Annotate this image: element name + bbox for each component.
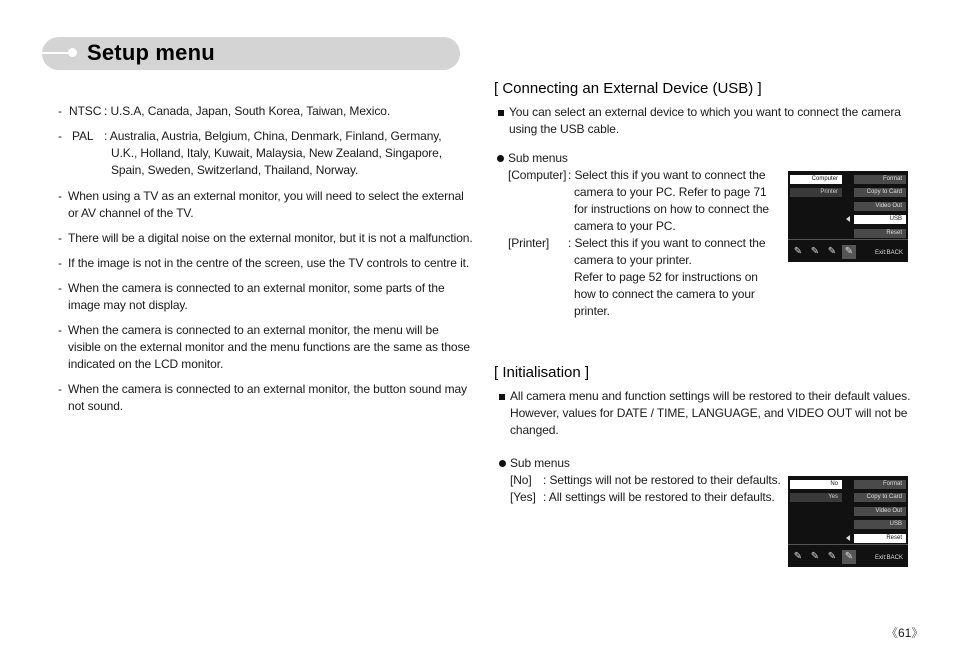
camera-screen-usb	[788, 171, 908, 262]
camera-screen-reset	[788, 476, 908, 567]
printer-line: how to connect the camera to your	[574, 287, 755, 301]
yes-text: : All settings will be restored to their defaults.	[543, 490, 775, 504]
square-bullet	[498, 110, 504, 116]
dash: -	[58, 382, 62, 396]
round-bullet	[497, 155, 504, 162]
dash: -	[58, 323, 62, 337]
left-arrow-icon	[846, 535, 850, 541]
note-line: or AV channel of the TV.	[68, 206, 194, 220]
menu-item-printer: Printer	[790, 188, 842, 197]
note-line: When the camera is connected to an external monitor, the menu will be	[68, 323, 439, 337]
square-bullet	[499, 394, 505, 400]
menu-item-computer: Computer	[790, 175, 842, 184]
round-bullet	[499, 460, 506, 467]
note-line: There will be a digital noise on the external monitor, but it is not a malfunction.	[68, 231, 473, 245]
usb-title: [ Connecting an External Device (USB) ]	[494, 80, 762, 97]
init-intro-line: All camera menu and function settings will be restored to their default values.	[510, 389, 911, 403]
note-line: visible on the external monitor and the menu functions are the same as those	[68, 340, 470, 354]
sub-menus-label: Sub menus	[510, 456, 570, 470]
printer-line: camera to your printer.	[574, 253, 692, 267]
note-line: If the image is not in the centre of the screen, use the TV controls to centre it.	[68, 256, 470, 270]
note-line: indicated on the LCD monitor.	[68, 357, 224, 371]
pal-line: Spain, Sweden, Switzerland, Thailand, Norway.	[111, 163, 359, 177]
ntsc-label: NTSC	[69, 104, 102, 118]
menu-item-format: Format	[854, 175, 906, 184]
page-number: 《61》	[886, 626, 924, 640]
printer-label: [Printer]	[508, 236, 550, 250]
init-intro-line: However, values for DATE / TIME, LANGUAGE, and VIDEO OUT will not be	[510, 406, 908, 420]
printer-line: Refer to page 52 for instructions on	[574, 270, 758, 284]
sub-menus-label: Sub menus	[508, 151, 568, 165]
note-line: not sound.	[68, 399, 124, 413]
yes-label: [Yes]	[510, 490, 536, 504]
menu-item-reset: Reset	[854, 229, 906, 238]
computer-label: [Computer]	[508, 168, 567, 182]
menu-item-video-out: Video Out	[854, 507, 906, 516]
note-line: When using a TV as an external monitor, you will need to select the external	[68, 189, 464, 203]
dash: -	[58, 256, 62, 270]
tool-3-icon: ✎	[827, 551, 837, 562]
no-text: : Settings will not be restored to their defaults.	[543, 473, 781, 487]
menu-item-reset: Reset	[854, 534, 906, 543]
tool-2-icon: ✎	[810, 246, 820, 257]
computer-line: for instructions on how to connect the	[574, 202, 769, 216]
menu-item-usb: USB	[854, 215, 906, 224]
computer-line: camera to your PC.	[574, 219, 676, 233]
pal-line: : Australia, Austria, Belgium, China, Denmark, Finland, Germany,	[104, 129, 442, 143]
menu-item-copy-to-card: Copy to Card	[854, 493, 906, 502]
printer-line: : Select this if you want to connect the	[568, 236, 766, 250]
computer-line: : Select this if you want to connect the	[568, 168, 766, 182]
dash: -	[58, 189, 62, 203]
ntsc-text: : U.S.A, Canada, Japan, South Korea, Taiwan, Mexico.	[104, 104, 391, 118]
exit-back-label: Exit:BACK	[874, 250, 903, 256]
menu-item-no: No	[790, 480, 842, 489]
dash: -	[58, 104, 62, 118]
usb-intro-line: You can select an external device to which you want to connect the camera	[509, 105, 901, 119]
usb-intro-line: using the USB cable.	[509, 122, 620, 136]
tool-1-icon: ✎	[793, 246, 803, 257]
dash: -	[58, 281, 62, 295]
pal-label: PAL	[72, 129, 94, 143]
menu-item-video-out: Video Out	[854, 202, 906, 211]
note-line: When the camera is connected to an external monitor, some parts of the	[68, 281, 445, 295]
printer-line: printer.	[574, 304, 610, 318]
screen-footer	[788, 544, 908, 567]
screen-footer	[788, 239, 908, 262]
page-title: Setup menu	[87, 40, 215, 65]
exit-back-label: Exit:BACK	[874, 555, 903, 561]
menu-item-format: Format	[854, 480, 906, 489]
tool-2-icon: ✎	[810, 551, 820, 562]
note-line: When the camera is connected to an external monitor, the button sound may	[68, 382, 467, 396]
menu-item-yes: Yes	[790, 493, 842, 502]
dash: -	[58, 231, 62, 245]
tool-3-icon: ✎	[827, 246, 837, 257]
tool-4-icon: ✎	[842, 245, 856, 259]
no-label: [No]	[510, 473, 532, 487]
note-line: image may not display.	[68, 298, 188, 312]
init-intro-line: changed.	[510, 423, 559, 437]
header-dot	[68, 48, 77, 57]
menu-item-usb: USB	[854, 520, 906, 529]
dash: -	[58, 129, 62, 143]
left-arrow-icon	[846, 216, 850, 222]
tool-4-icon: ✎	[842, 550, 856, 564]
menu-item-copy-to-card: Copy to Card	[854, 188, 906, 197]
computer-line: camera to your PC. Refer to page 71	[574, 185, 767, 199]
pal-line: U.K., Holland, Italy, Kuwait, Malaysia, New Zealand, Singapore,	[111, 146, 442, 160]
tool-1-icon: ✎	[793, 551, 803, 562]
init-title: [ Initialisation ]	[494, 364, 590, 381]
